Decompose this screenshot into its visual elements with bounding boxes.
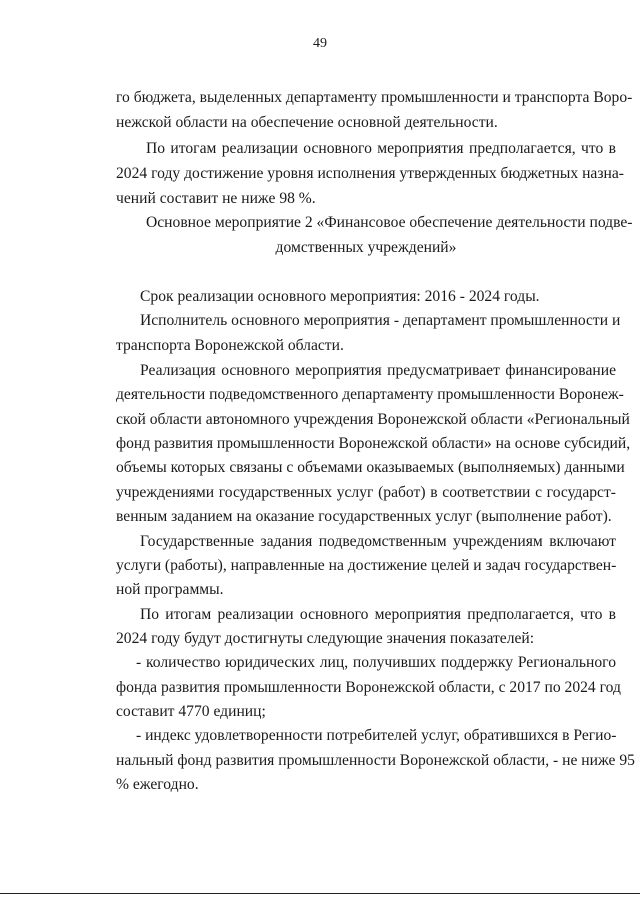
list-item-line: нальный фонд развития промышленности Воронежской области, - не ниже 95 bbox=[116, 752, 635, 769]
footer-rule bbox=[0, 893, 640, 894]
text-line: учреждениями государственных услуг (работ) в соответствии с государст- bbox=[116, 484, 616, 501]
list-item-line: составит 4770 единиц; bbox=[116, 703, 266, 720]
text-line: Исполнитель основного мероприятия - департамент промышленности и bbox=[140, 312, 621, 329]
text-line: 2024 году достижение уровня исполнения утвержденных бюджетных назна- bbox=[116, 165, 624, 182]
text-line: нежской области на обеспечение основной деятельности. bbox=[116, 114, 498, 131]
text-line: фонд развития промышленности Воронежской области» на основе субсидий, bbox=[116, 435, 631, 452]
section-heading: домственных учреждений» bbox=[275, 239, 457, 256]
page-number: 49 bbox=[313, 36, 327, 51]
text-line: объемы которых связаны с объемами оказываемых (выполняемых) данными bbox=[116, 459, 625, 476]
text-line: Государственные задания подведомственным учреждениям включают bbox=[140, 533, 616, 550]
text-line: Срок реализации основного мероприятия: 2016 - 2024 годы. bbox=[140, 288, 540, 305]
text-line: По итогам реализации основного мероприятия предполагается, что в bbox=[140, 606, 616, 623]
text-line: венным заданием на оказание государственных услуг (выполнение работ). bbox=[116, 508, 612, 525]
list-item-line: - количество юридических лиц, получивших поддержку Регионального bbox=[136, 654, 616, 671]
text-line: По итогам реализации основного мероприятия предполагается, что в bbox=[146, 140, 616, 157]
text-line: транспорта Воронежской области. bbox=[116, 337, 344, 354]
text-line: чений составит не ниже 98 %. bbox=[116, 190, 316, 207]
text-line: услуги (работы), направленные на достижение целей и задач государствен- bbox=[116, 557, 617, 574]
text-line: 2024 году будут достигнуты следующие значения показателей: bbox=[116, 630, 535, 647]
list-item-line: % ежегодно. bbox=[116, 776, 199, 793]
list-item-line: фонда развития промышленности Воронежской области, с 2017 по 2024 год bbox=[116, 679, 621, 696]
text-line: го бюджета, выделенных департаменту промышленности и транспорта Воро- bbox=[116, 89, 633, 106]
text-line: Реализация основного мероприятия предусматривает финансирование bbox=[140, 362, 616, 379]
text-line: ной программы. bbox=[116, 581, 224, 598]
text-line: деятельности подведомственного департаменту промышленности Воронеж- bbox=[116, 386, 624, 403]
section-heading: Основное мероприятие 2 «Финансовое обеспечение деятельности подве- bbox=[146, 214, 633, 231]
list-item-line: - индекс удовлетворенности потребителей услуг, обратившихся в Регио- bbox=[136, 727, 617, 744]
text-line: ской области автономного учреждения Воронежской области «Региональный bbox=[116, 411, 630, 428]
